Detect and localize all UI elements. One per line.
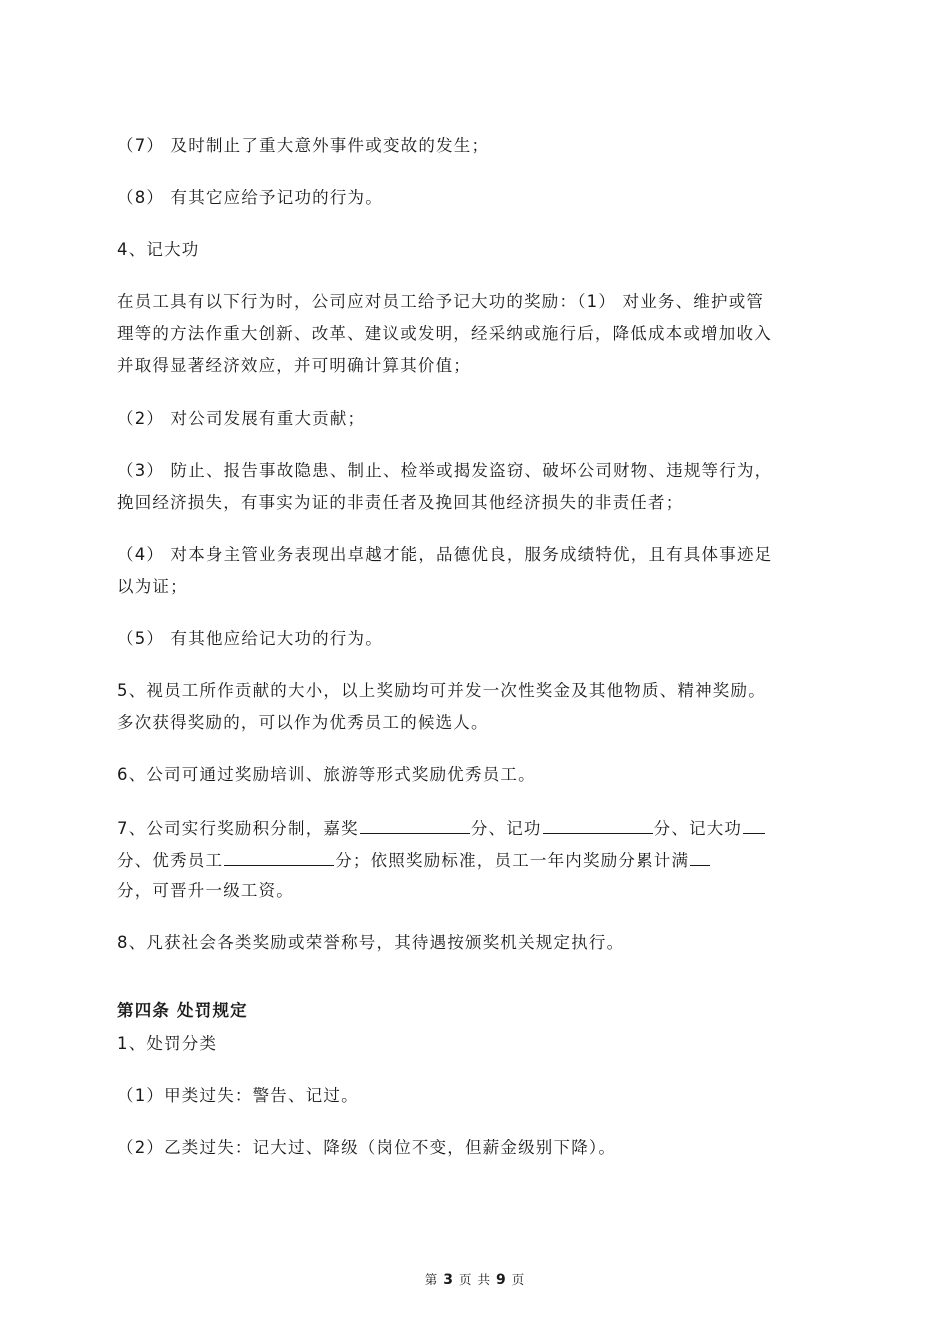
article-4-heading: 第四条 处罚规定 bbox=[117, 1001, 248, 1020]
section-7-text-d: 分、优秀员工 bbox=[117, 851, 224, 870]
penalty-category-title: 1、处罚分类 bbox=[117, 1034, 218, 1053]
blank-excellent-employee-points[interactable] bbox=[224, 849, 334, 866]
paragraph-line: 在员工具有以下行为时，公司应对员工给予记大功的奖励：（1） 对业务、维护或管 bbox=[117, 292, 765, 311]
penalty-class-a: （1）甲类过失：警告、记过。 bbox=[117, 1086, 359, 1105]
section-7 bbox=[117, 817, 766, 839]
item-8: （8） 有其它应给予记功的行为。 bbox=[117, 188, 383, 207]
item-3-cont: 挽回经济损失，有事实为证的非责任者及挽回其他经济损失的非责任者； bbox=[117, 493, 684, 512]
total-page-count: 9 bbox=[495, 1272, 507, 1288]
blank-merit-points[interactable] bbox=[543, 817, 653, 834]
section-7-end: 分，可晋升一级工资。 bbox=[117, 881, 294, 900]
blank-commendation-points[interactable] bbox=[360, 817, 470, 834]
section-5-cont: 多次获得奖励的，可以作为优秀员工的候选人。 bbox=[117, 713, 489, 732]
page-footer bbox=[0, 1270, 950, 1288]
penalty-class-b: （2）乙类过失：记大过、降级（岗位不变，但薪金级别下降）。 bbox=[117, 1138, 617, 1157]
blank-accumulated-points[interactable] bbox=[690, 849, 710, 866]
section-4-title: 4、记大功 bbox=[117, 240, 200, 259]
footer-suffix: 页 bbox=[511, 1272, 526, 1287]
item-2: （2） 对公司发展有重大贡献； bbox=[117, 409, 366, 428]
item-7: （7） 及时制止了重大意外事件或变故的发生； bbox=[117, 136, 490, 155]
item-3: （3） 防止、报告事故隐患、制止、检举或揭发盗窃、破坏公司财物、违规等行为， bbox=[117, 461, 773, 480]
section-7-cont bbox=[117, 849, 711, 871]
paragraph-line: 并取得显著经济效应，并可明确计算其价值； bbox=[117, 356, 471, 375]
blank-major-merit-points[interactable] bbox=[743, 817, 765, 834]
current-page-number: 3 bbox=[443, 1272, 455, 1288]
item-4: （4） 对本身主管业务表现出卓越才能，品德优良，服务成绩特优，且有具体事迹足 bbox=[117, 545, 773, 564]
section-7-text-a: 7、公司实行奖励积分制，嘉奖 bbox=[117, 819, 359, 838]
section-5: 5、视员工所作贡献的大小，以上奖励均可并发一次性奖金及其他物质、精神奖励。 bbox=[117, 681, 766, 700]
section-7-text-b: 分、记功 bbox=[470, 819, 542, 838]
paragraph-line: 理等的方法作重大创新、改革、建议或发明，经采纳或施行后，降低成本或增加收入 bbox=[117, 324, 772, 343]
footer-middle: 页 共 bbox=[459, 1272, 491, 1287]
section-8: 8、凡获社会各类奖励或荣誉称号，其待遇按颁奖机关规定执行。 bbox=[117, 933, 625, 952]
section-6: 6、公司可通过奖励培训、旅游等形式奖励优秀员工。 bbox=[117, 765, 536, 784]
footer-prefix: 第 bbox=[424, 1272, 439, 1287]
section-7-text-e: 分；依照奖励标准，员工一年内奖励分累计满 bbox=[335, 851, 690, 870]
item-5: （5） 有其他应给记大功的行为。 bbox=[117, 629, 383, 648]
item-4-cont: 以为证； bbox=[117, 577, 188, 596]
section-7-text-c: 分、记大功 bbox=[653, 819, 743, 838]
